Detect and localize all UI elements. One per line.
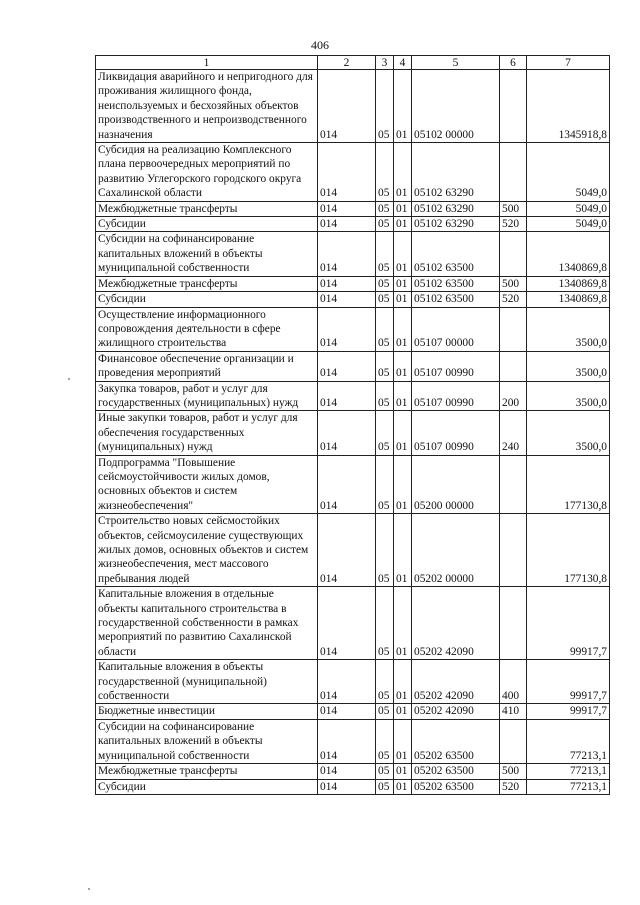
- subsection-code: 01: [394, 587, 412, 660]
- item-name: Межбюджетные трансферты: [96, 276, 318, 291]
- target-article-code: 05202 63500: [412, 719, 500, 763]
- amount: 77213,1: [527, 764, 610, 779]
- amount: 3500,0: [527, 307, 610, 351]
- expense-type-code: [500, 587, 527, 660]
- ministry-code: 014: [318, 411, 376, 455]
- table-row: [96, 276, 610, 291]
- expense-type-code: 240: [500, 411, 527, 455]
- target-article-code: 05102 63500: [412, 276, 500, 291]
- amount: 77213,1: [527, 779, 610, 794]
- subsection-code: 01: [394, 70, 412, 143]
- ministry-code: 014: [318, 660, 376, 704]
- target-article-code: 05102 63290: [412, 217, 500, 232]
- section-code: 05: [376, 292, 394, 307]
- ministry-code: 014: [318, 217, 376, 232]
- subsection-code: 01: [394, 201, 412, 216]
- table-row: [96, 587, 610, 660]
- subsection-code: 01: [394, 764, 412, 779]
- amount: 3500,0: [527, 411, 610, 455]
- target-article-code: 05107 00990: [412, 411, 500, 455]
- item-name: Межбюджетные трансферты: [96, 764, 318, 779]
- table-row: [96, 232, 610, 276]
- expense-type-code: 500: [500, 201, 527, 216]
- ministry-code: 014: [318, 779, 376, 794]
- item-name: Осуществление информационного сопровождения деятельности в сфере жилищного строительства: [96, 307, 318, 351]
- expense-type-code: 520: [500, 779, 527, 794]
- table-row: [96, 704, 610, 719]
- column-header: 7: [527, 56, 610, 70]
- section-code: 05: [376, 411, 394, 455]
- expense-type-code: 410: [500, 704, 527, 719]
- item-name: Субсидии: [96, 292, 318, 307]
- column-header: 2: [318, 56, 376, 70]
- amount: 5049,0: [527, 143, 610, 202]
- expense-type-code: [500, 514, 527, 587]
- column-header: 1: [96, 56, 318, 70]
- section-code: 05: [376, 719, 394, 763]
- ministry-code: 014: [318, 704, 376, 719]
- section-code: 05: [376, 307, 394, 351]
- page-number: 406: [311, 38, 329, 52]
- amount: 99917,7: [527, 660, 610, 704]
- target-article-code: 05102 63290: [412, 201, 500, 216]
- section-code: 05: [376, 764, 394, 779]
- ministry-code: 014: [318, 143, 376, 202]
- item-name: Субсидии на софинансирование капитальных вложений в объекты муниципальной собственности: [96, 232, 318, 276]
- target-article-code: 05102 63290: [412, 143, 500, 202]
- column-header: 4: [394, 56, 412, 70]
- target-article-code: 05202 00000: [412, 514, 500, 587]
- table-row: [96, 217, 610, 232]
- item-name: Строительство новых сейсмостойких объектов, сейсмоусиление существующих жилых домов, основных объектов и систем жизнеобеспечения, мест массового пребывания людей: [96, 514, 318, 587]
- ministry-code: 014: [318, 764, 376, 779]
- scan-speck: [68, 378, 70, 380]
- amount: 1340869,8: [527, 276, 610, 291]
- subsection-code: 01: [394, 307, 412, 351]
- amount: 177130,8: [527, 455, 610, 514]
- subsection-code: 01: [394, 779, 412, 794]
- expense-type-code: [500, 70, 527, 143]
- scan-speck: [88, 888, 90, 890]
- subsection-code: 01: [394, 660, 412, 704]
- table-row: [96, 292, 610, 307]
- item-name: Финансовое обеспечение организации и проведения мероприятий: [96, 351, 318, 381]
- section-code: 05: [376, 514, 394, 587]
- target-article-code: 05202 63500: [412, 764, 500, 779]
- target-article-code: 05102 63500: [412, 292, 500, 307]
- table-row: [96, 351, 610, 381]
- ministry-code: 014: [318, 201, 376, 216]
- target-article-code: 05102 00000: [412, 70, 500, 143]
- amount: 1340869,8: [527, 292, 610, 307]
- ministry-code: 014: [318, 587, 376, 660]
- amount: 99917,7: [527, 704, 610, 719]
- table-body: [96, 70, 610, 795]
- expense-type-code: 500: [500, 276, 527, 291]
- target-article-code: 05102 63500: [412, 232, 500, 276]
- subsection-code: 01: [394, 719, 412, 763]
- target-article-code: 05202 63500: [412, 779, 500, 794]
- subsection-code: 01: [394, 704, 412, 719]
- subsection-code: 01: [394, 411, 412, 455]
- amount: 99917,7: [527, 587, 610, 660]
- item-name: Подпрограмма "Повышение сейсмоустойчивости жилых домов, основных объектов и систем жизнеобеспечения": [96, 455, 318, 514]
- target-article-code: 05202 42090: [412, 587, 500, 660]
- section-code: 05: [376, 779, 394, 794]
- table-row: [96, 201, 610, 216]
- item-name: Субсидии: [96, 217, 318, 232]
- table-row: [96, 719, 610, 763]
- item-name: Закупка товаров, работ и услуг для государственных (муниципальных) нужд: [96, 381, 318, 411]
- subsection-code: 01: [394, 276, 412, 291]
- table-row: [96, 70, 610, 143]
- target-article-code: 05107 00000: [412, 307, 500, 351]
- ministry-code: 014: [318, 455, 376, 514]
- ministry-code: 014: [318, 232, 376, 276]
- item-name: Капитальные вложения в объекты государственной (муниципальной) собственности: [96, 660, 318, 704]
- subsection-code: 01: [394, 217, 412, 232]
- expense-type-code: [500, 351, 527, 381]
- amount: 3500,0: [527, 381, 610, 411]
- table-row: [96, 514, 610, 587]
- ministry-code: 014: [318, 70, 376, 143]
- table-row: [96, 411, 610, 455]
- expense-type-code: 500: [500, 764, 527, 779]
- item-name: Субсидия на реализацию Комплексного плана первоочередных мероприятий по развитию Углегорского городского округа Сахалинской области: [96, 143, 318, 202]
- subsection-code: 01: [394, 292, 412, 307]
- subsection-code: 01: [394, 455, 412, 514]
- section-code: 05: [376, 587, 394, 660]
- ministry-code: 014: [318, 514, 376, 587]
- expense-type-code: 520: [500, 292, 527, 307]
- section-code: 05: [376, 660, 394, 704]
- section-code: 05: [376, 704, 394, 719]
- item-name: Субсидии: [96, 779, 318, 794]
- header-row: [96, 56, 610, 70]
- table-row: [96, 455, 610, 514]
- amount: 5049,0: [527, 217, 610, 232]
- target-article-code: 05202 42090: [412, 660, 500, 704]
- item-name: Бюджетные инвестиции: [96, 704, 318, 719]
- expense-type-code: [500, 232, 527, 276]
- table-row: [96, 660, 610, 704]
- ministry-code: 014: [318, 381, 376, 411]
- section-code: 05: [376, 276, 394, 291]
- section-code: 05: [376, 381, 394, 411]
- table-row: [96, 143, 610, 202]
- budget-table: [95, 55, 610, 795]
- subsection-code: 01: [394, 514, 412, 587]
- amount: 1345918,8: [527, 70, 610, 143]
- expense-type-code: [500, 307, 527, 351]
- item-name: Субсидии на софинансирование капитальных вложений в объекты муниципальной собственности: [96, 719, 318, 763]
- column-header: 6: [500, 56, 527, 70]
- target-article-code: 05107 00990: [412, 381, 500, 411]
- amount: 1340869,8: [527, 232, 610, 276]
- ministry-code: 014: [318, 351, 376, 381]
- section-code: 05: [376, 201, 394, 216]
- column-header: 3: [376, 56, 394, 70]
- subsection-code: 01: [394, 143, 412, 202]
- table-row: [96, 381, 610, 411]
- table-row: [96, 307, 610, 351]
- section-code: 05: [376, 351, 394, 381]
- expense-type-code: [500, 143, 527, 202]
- amount: 177130,8: [527, 514, 610, 587]
- table-row: [96, 764, 610, 779]
- subsection-code: 01: [394, 232, 412, 276]
- subsection-code: 01: [394, 381, 412, 411]
- ministry-code: 014: [318, 719, 376, 763]
- item-name: Ликвидация аварийного и непригодного для проживания жилищного фонда, неиспользуемых и бесхозяйных объектов производственного и непроизводственного назначения: [96, 70, 318, 143]
- item-name: Капитальные вложения в отдельные объекты капитального строительства в государственной собственности в рамках мероприятий по развитию Сахалинской области: [96, 587, 318, 660]
- item-name: Межбюджетные трансферты: [96, 201, 318, 216]
- target-article-code: 05202 42090: [412, 704, 500, 719]
- amount: 5049,0: [527, 201, 610, 216]
- section-code: 05: [376, 232, 394, 276]
- section-code: 05: [376, 143, 394, 202]
- subsection-code: 01: [394, 351, 412, 381]
- item-name: Иные закупки товаров, работ и услуг для обеспечения государственных (муниципальных) нужд: [96, 411, 318, 455]
- amount: 77213,1: [527, 719, 610, 763]
- section-code: 05: [376, 455, 394, 514]
- table-row: [96, 779, 610, 794]
- ministry-code: 014: [318, 276, 376, 291]
- expense-type-code: 200: [500, 381, 527, 411]
- section-code: 05: [376, 217, 394, 232]
- ministry-code: 014: [318, 292, 376, 307]
- section-code: 05: [376, 70, 394, 143]
- target-article-code: 05200 00000: [412, 455, 500, 514]
- amount: 3500,0: [527, 351, 610, 381]
- expense-type-code: 400: [500, 660, 527, 704]
- expense-type-code: [500, 455, 527, 514]
- expense-type-code: 520: [500, 217, 527, 232]
- column-header: 5: [412, 56, 500, 70]
- expense-type-code: [500, 719, 527, 763]
- target-article-code: 05107 00990: [412, 351, 500, 381]
- ministry-code: 014: [318, 307, 376, 351]
